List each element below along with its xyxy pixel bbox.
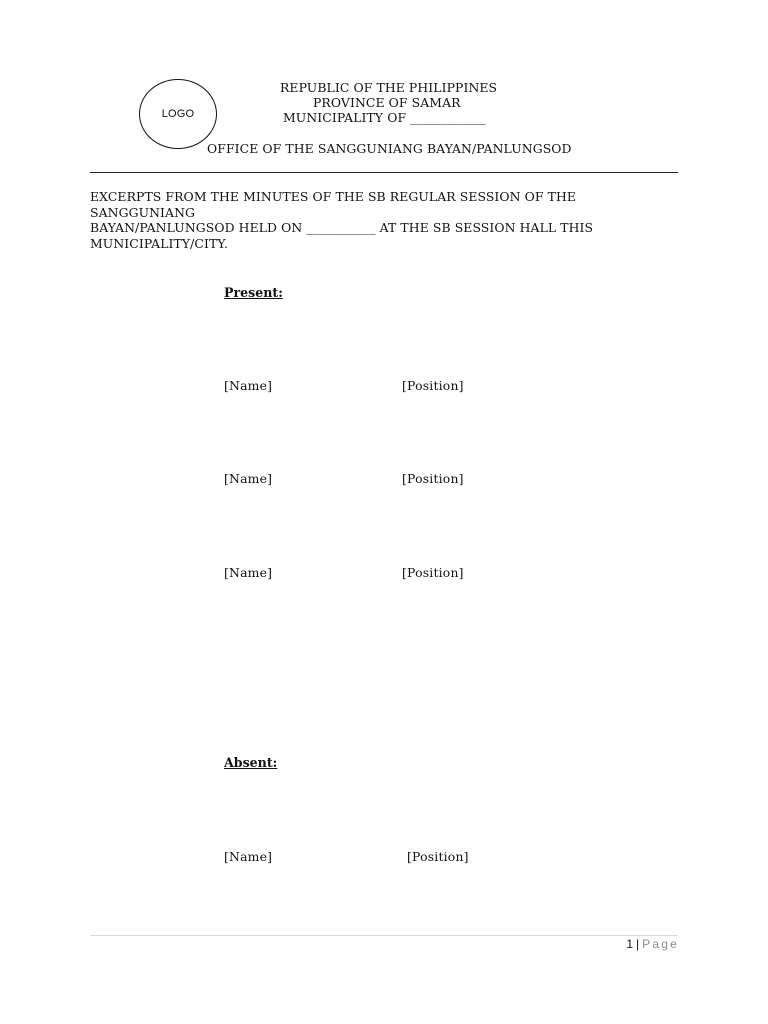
header-office: OFFICE OF THE SANGGUNIANG BAYAN/PANLUNGSOD: [207, 141, 572, 156]
page-number: 1: [626, 937, 634, 951]
footer-separator: |: [636, 937, 640, 951]
present-member-position: [Position]: [402, 378, 464, 393]
absent-heading: Absent:: [224, 755, 278, 770]
excerpt-line-1: EXCERPTS FROM THE MINUTES OF THE SB REGULAR SESSION OF THE SANGGUNIANG: [90, 189, 577, 220]
excerpt-line-3: MUNICIPALITY/CITY.: [90, 235, 229, 251]
absent-member-name: [Name]: [224, 849, 273, 864]
excerpt-paragraph: [90, 189, 680, 251]
logo-placeholder: [139, 79, 217, 149]
page-word: Page: [642, 937, 679, 951]
present-heading: Present:: [224, 285, 283, 300]
header-municipality: MUNICIPALITY OF ____________: [283, 110, 486, 125]
footer-divider: [90, 935, 678, 936]
absent-member-position: [Position]: [407, 849, 469, 864]
header-divider: [90, 172, 678, 173]
present-member-name: [Name]: [224, 471, 273, 486]
header-province: PROVINCE OF SAMAR: [313, 95, 461, 110]
logo-label: LOGO: [161, 108, 195, 120]
present-member-name: [Name]: [224, 565, 273, 580]
header-republic: REPUBLIC OF THE PHILIPPINES: [280, 80, 498, 95]
present-member-name: [Name]: [224, 378, 273, 393]
excerpt-line-2: BAYAN/PANLUNGSOD HELD ON ___________ AT THE SB SESSION HALL THIS: [90, 220, 594, 236]
present-member-position: [Position]: [402, 565, 464, 580]
page-footer: [626, 937, 679, 951]
present-member-position: [Position]: [402, 471, 464, 486]
